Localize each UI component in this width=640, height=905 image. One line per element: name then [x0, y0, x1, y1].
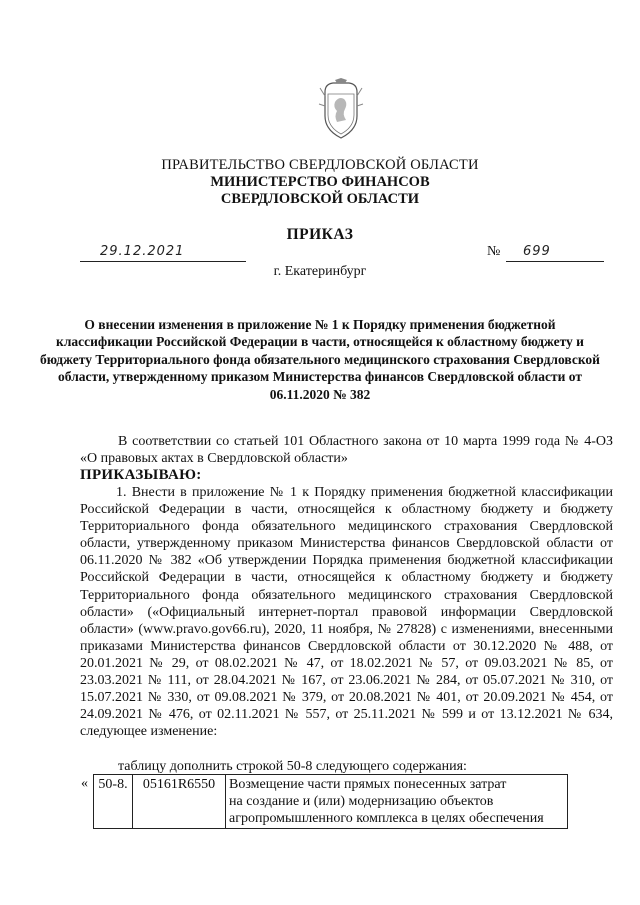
- ministry-header: МИНИСТЕРСТВО ФИНАНСОВ: [210, 174, 430, 190]
- item-1-paragraph: 1. Внести в приложение № 1 к Порядку применения бюджетной классификации Российской Федерации в части, относящейся к областному бюджету и бюджету Территориального фонда обязательного медицинского страхования Свердловской области, утвержденному приказом Министерства финансов Свердловской области от 06.11.2020 № 382 «Об утверждении Порядка применения бюджетной классификации Российской Федерации в части, относящейся к областному бюджету и бюджету Территориального фонда обязательного медицинского страхования Свердловской области» («Официальный интернет-портал правовой информации Свердловской области» (www.pravo.gov66.ru), 2020, 11 ноября, № 27828) с изменениями, внесенными приказами Министерства финансов Свердловской области от 30.12.2020 № 488, от 20.01.2021 № 29, от 08.02.2021 № 47, от 18.02.2021 № 57, от 09.03.2021 № 85, от 23.03.2021 № 111, от 28.04.2021 № 167, от 23.06.2021 № 284, от 05.07.2021 № 310, от 15.07.2021 № 330, от 09.08.2021 № 379, от 20.08.2021 № 401, от 20.09.2021 № 454, от 24.09.2021 № 476, от 02.11.2021 № 557, от 25.11.2021 № 599 и от 13.12.2021 № 634, следующее изменение:: [80, 485, 613, 740]
- table-row: [94, 775, 568, 829]
- order-word: ПРИКАЗЫВАЮ:: [80, 467, 202, 483]
- number-underline: [506, 244, 604, 262]
- open-quote: «: [81, 776, 88, 791]
- code-cell: 05161R6550: [133, 775, 226, 829]
- row-number-cell: 50-8.: [94, 775, 133, 829]
- order-date: 29.12.2021: [100, 244, 185, 259]
- government-header: ПРАВИТЕЛЬСТВО СВЕРДЛОВСКОЙ ОБЛАСТИ: [161, 157, 479, 173]
- description-cell: [226, 775, 568, 829]
- order-subject: О внесении изменения в приложение № 1 к Порядку применения бюджетной классификации Российской Федерации в части, относящейся к областному бюджету и бюджету Территориального фонда обязательного медицинского страхования Свердловской области, утвержденному приказом Министерства финансов Свердловской области от 06.11.2020 № 382: [40, 317, 600, 402]
- description-line: на создание и (или) модернизацию объектов: [229, 794, 494, 809]
- description-line: Возмещение части прямых понесенных затрат: [229, 777, 507, 792]
- table-intro: таблицу дополнить строкой 50-8 следующего содержания:: [118, 759, 467, 774]
- number-label: №: [487, 244, 501, 259]
- order-number: 699: [523, 244, 551, 259]
- city: г. Екатеринбург: [273, 264, 367, 279]
- coat-of-arms-emblem: [317, 78, 365, 142]
- coat-of-arms-icon: [317, 78, 365, 142]
- amendment-table: [93, 774, 568, 829]
- region-header: СВЕРДЛОВСКОЙ ОБЛАСТИ: [220, 191, 420, 207]
- description-line: агропромышленного комплекса в целях обеспечения: [229, 811, 544, 826]
- document-title: ПРИКАЗ: [286, 226, 354, 243]
- preamble-paragraph: В соответствии со статьей 101 Областного закона от 10 марта 1999 года № 4-ОЗ «О правовых актах в Свердловской области»: [80, 434, 613, 466]
